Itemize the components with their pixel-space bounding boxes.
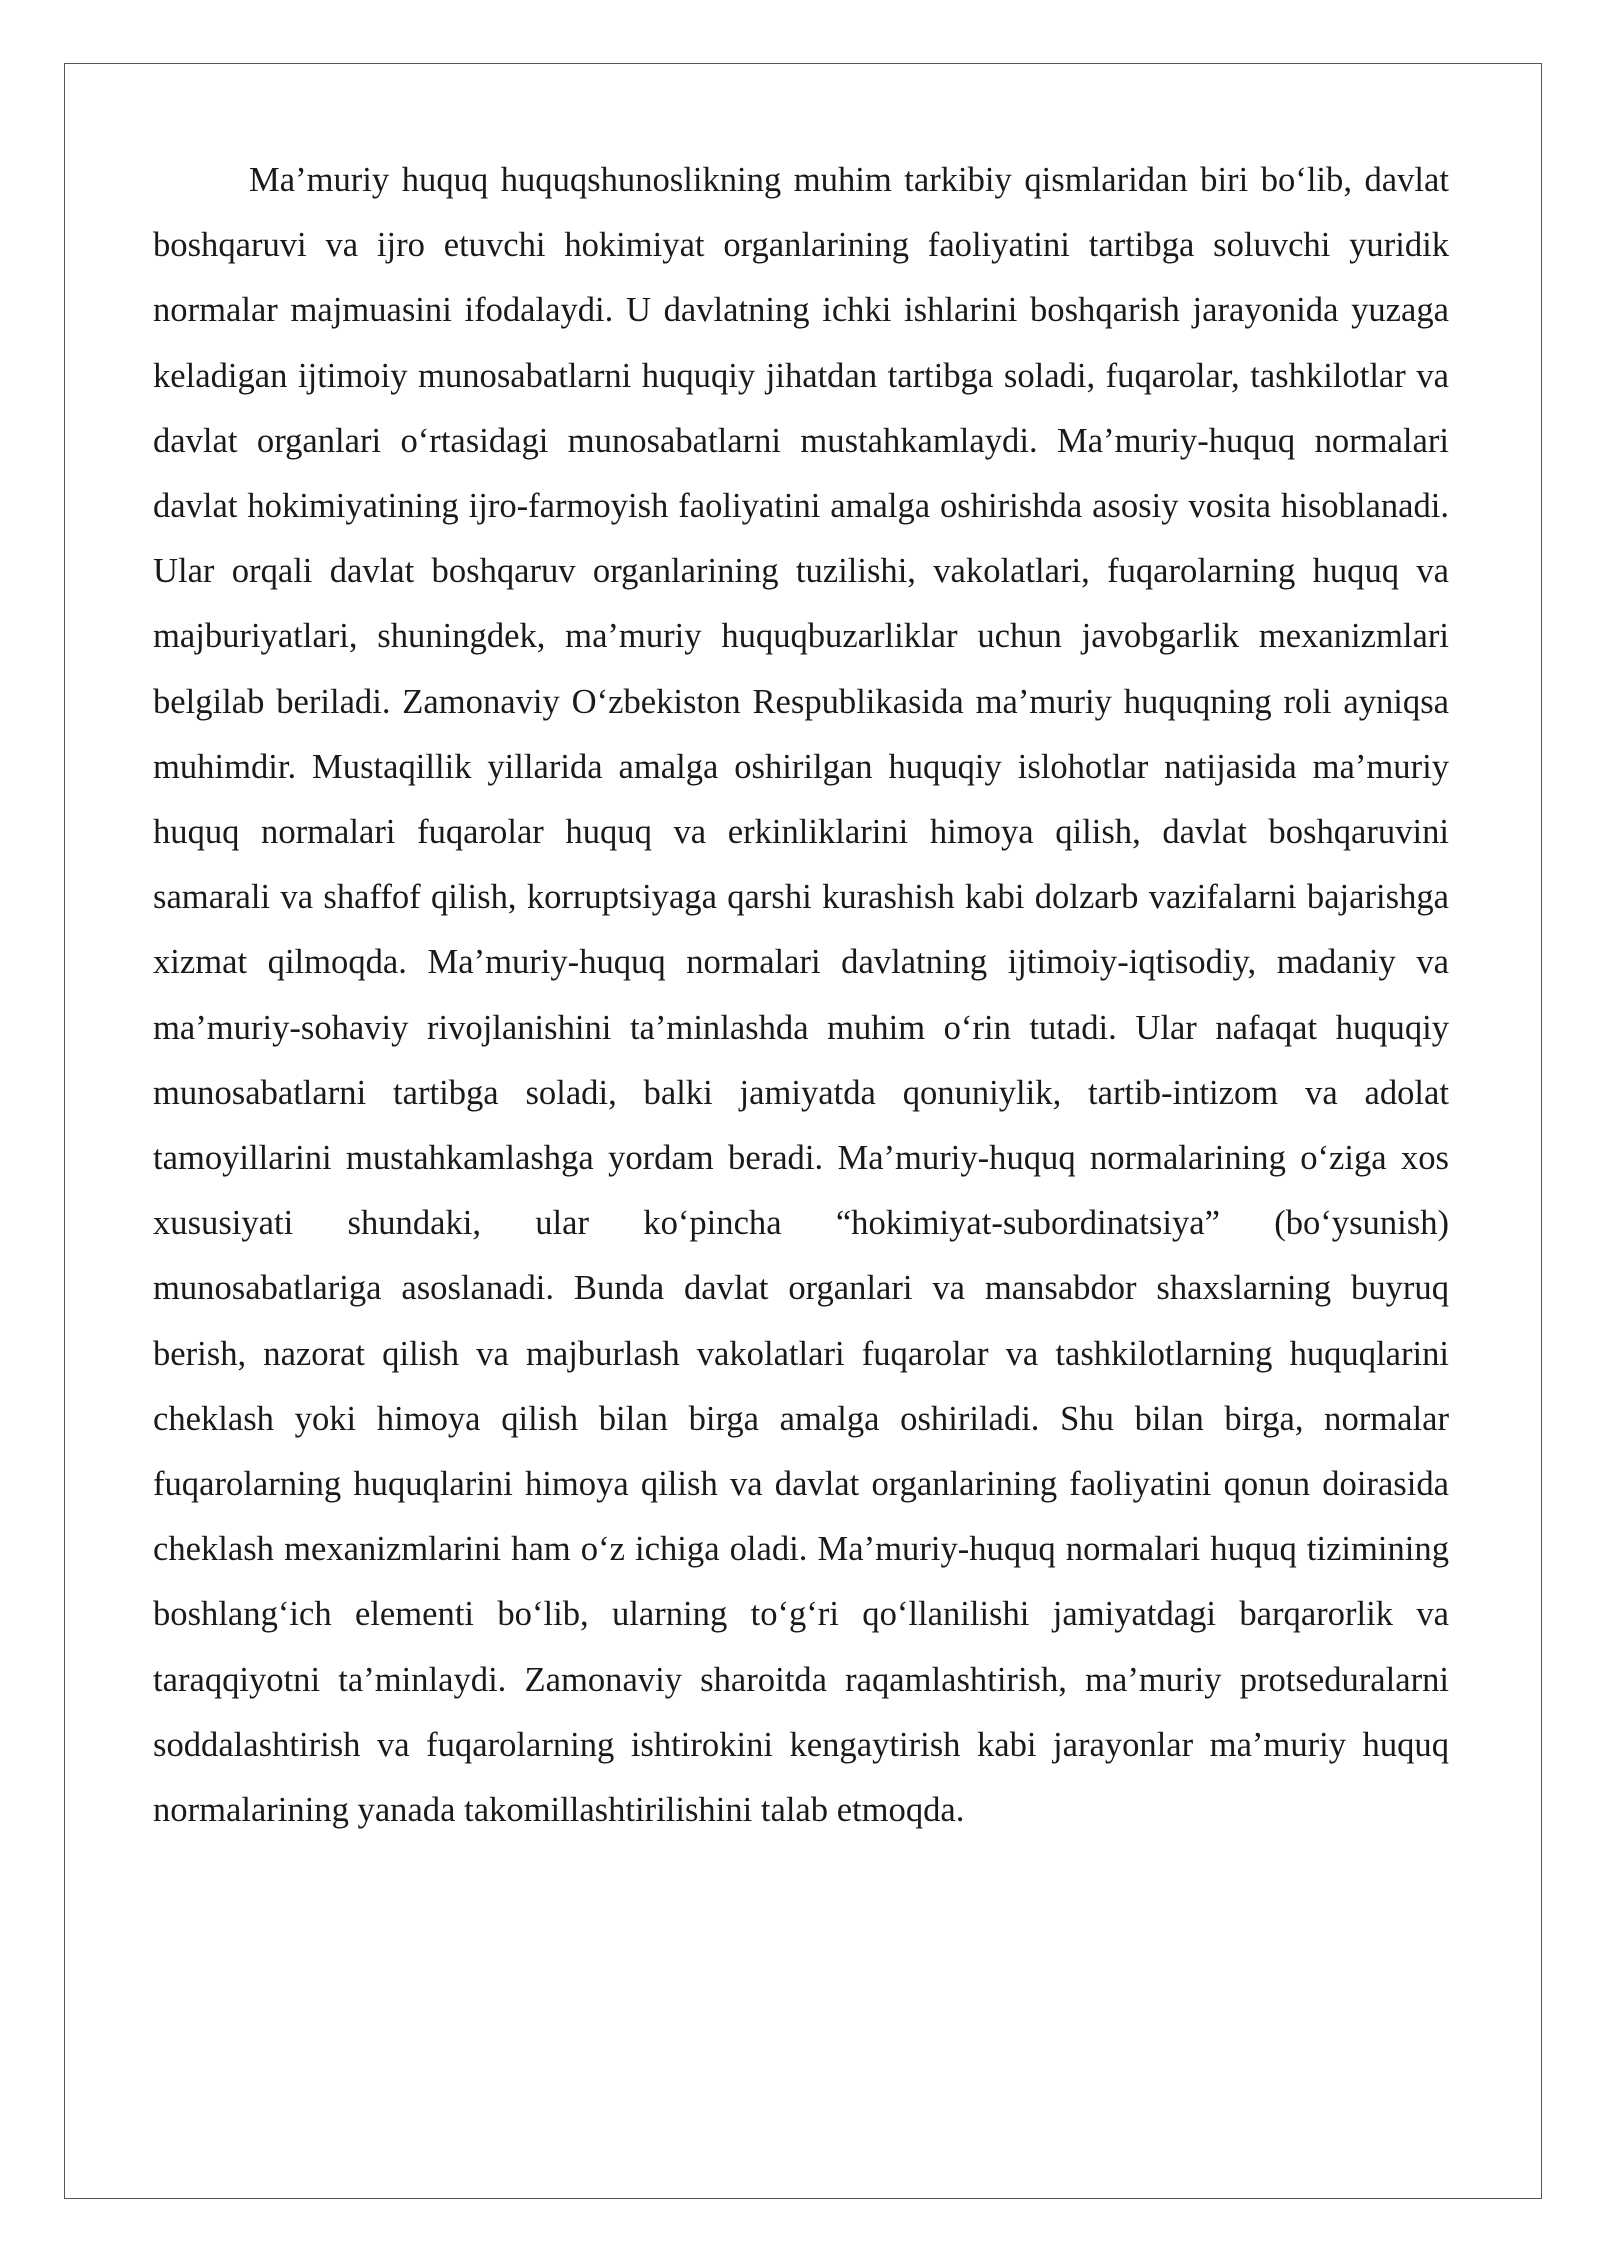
body-paragraph: Ma’muriy huquq huquqshunoslikning muhim tarkibiy qismlaridan biri bo‘lib, davlat boshqaruvi va ijro etuvchi hokimiyat organlarining faoliyatini tartibga soluvchi yuridik normalar majmuasini ifodalaydi. U davlatning ichki ishlarini boshqarish jarayonida yuzaga keladigan ijtimoiy munosabatlarni huquqiy jihatdan tartibga soladi, fuqarolar, tashkilotlar va davlat organlari o‘rtasidagi munosabatlarni mustahkamlaydi. Ma’muriy-huquq normalari davlat hokimiyatining ijro-farmoyish faoliyatini amalga oshirishda asosiy vosita hisoblanadi. Ular orqali davlat boshqaruv organlarining tuzilishi, vakolatlari, fuqarolarning huquq va majburiyatlari, shuningdek, ma’muriy huquqbuzarliklar uchun javobgarlik mexanizmlari belgilab beriladi. Zamonaviy O‘zbekiston Respublikasida ma’muriy huquqning roli ayniqsa muhimdir. Mustaqillik yillarida amalga oshirilgan huquqiy islohotlar natijasida ma’muriy huquq normalari fuqarolar huquq va erkinliklarini himoya qilish, davlat boshqaruvini samarali va shaffof qilish, korruptsiyaga qarshi kurashish kabi dolzarb vazifalarni bajarishga xizmat qilmoqda. Ma’muriy-huquq normalari davlatning ijtimoiy-iqtisodiy, madaniy va ma’muriy-sohaviy rivojlanishini ta’minlashda muhim o‘rin tutadi. Ular nafaqat huquqiy munosabatlarni tartibga soladi, balki jamiyatda qonuniylik, tartib-intizom va adolat tamoyillarini mustahkamlashga yordam beradi. Ma’muriy-huquq normalarining o‘ziga xos xususiyati shundaki, ular ko‘pincha “hokimiyat-subordinatsiya” (bo‘ysunish) munosabatlariga asoslanadi. Bunda davlat organlari va mansabdor shaxslarning buyruq berish, nazorat qilish va majburlash vakolatlari fuqarolar va tashkilotlarning huquqlarini cheklash yoki himoya qilish bilan birga amalga oshiriladi. Shu bilan birga, normalar fuqarolarning huquqlarini himoya qilish va davlat organlarining faoliyatini qonun doirasida cheklash mexanizmlarini ham o‘z ichiga oladi. Ma’muriy-huquq normalari huquq tizimining boshlang‘ich elementi bo‘lib, ularning to‘g‘ri qo‘llanilishi jamiyatdagi barqarorlik va taraqqiyotni ta’minlaydi. Zamonaviy sharoitda raqamlashtirish, ma’muriy protseduralarni soddalashtirish va fuqarolarning ishtirokini kengaytirish kabi jarayonlar ma’muriy huquq normalarining yanada takomillashtirilishini talab etmoqda. <box>153 161 1449 1830</box>
